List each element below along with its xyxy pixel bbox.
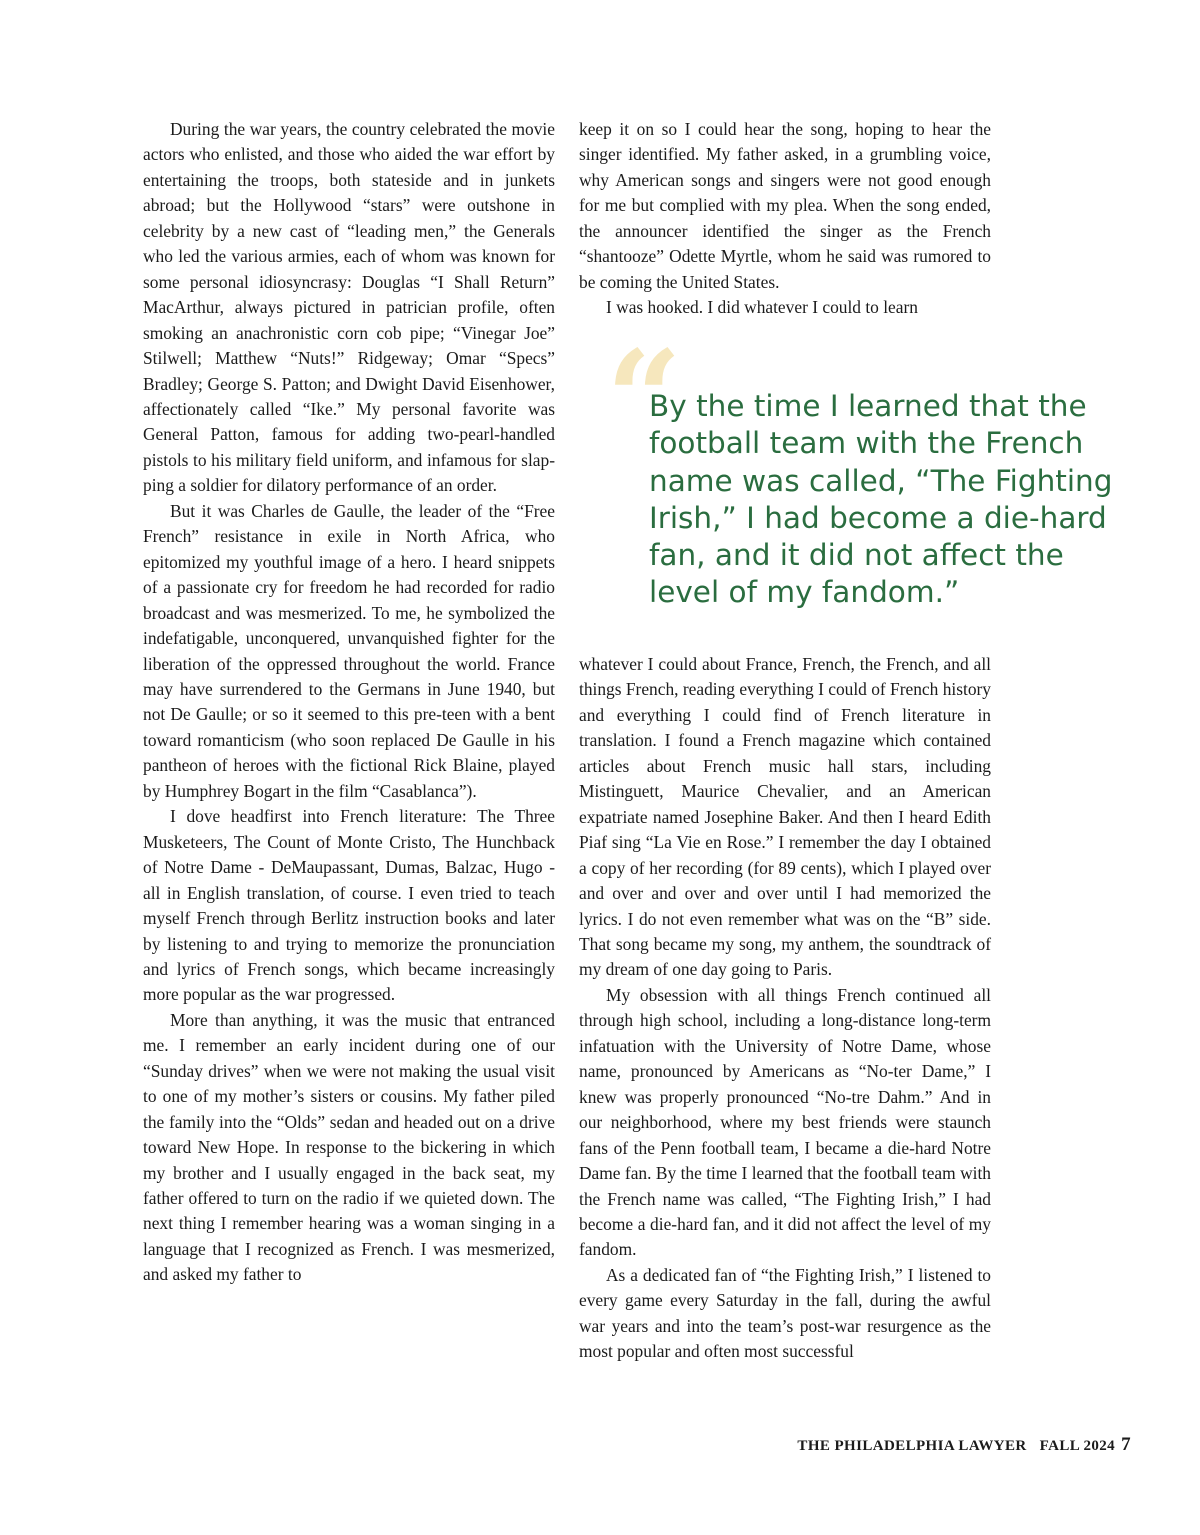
paragraph-music: More than anything, it was the music that entranced me. I remember an early incident during one of our “Sunday drives” when we were not making the usual visit to one of my mother’s sisters or cousins. My father piled the family into the “Olds” sedan and headed out on a drive toward New Hope. In response to the bickering in which my brother and I usually engaged in the back seat, my father offered to turn on the radio if we quieted down. The next thing I remember hearing was a woman singing in a language that I recognized as French. I was mesmerized, and asked my father to — [143, 1009, 555, 1285]
paragraph-de-gaulle: But it was Charles de Gaulle, the leader of the “Free French” resistance in exile in North Africa, who epitomized my youthful image of a hero. I heard snippets of a passionate cry for freedom he had recorded for radio broadcast and was mesmerized. To me, he symbolized the indefatigable, unconquered, unvanquished fighter for the liberation of the oppressed throughout the world. France may have surrendered to the Germans in June 1940, but not De Gaulle; or so it seemed to this pre-teen with a bent toward romanticism (who soon replaced De Gaulle in his pantheon of heroes with the fictional Rick Blaine, played by Humphrey Bogart in the film “Casablanca”). — [143, 500, 555, 801]
page-number: 7 — [1121, 1434, 1131, 1455]
paragraph-notre-dame: My obsession with all things French continued all through high school, including a long-distance long-term infatuation with the University of Notre Dame, whose name, pronounced by Americans as “No-ter Dame,” I knew was properly pronounced “No-tre Dahm.” And in our neighborhood, where my best friends were staunch fans of the Penn football team, I became a die-hard Notre Dame fan. By the time I learned that the football team with the French name was called, “The Fighting Irish,” I had become a die-hard fan, and it did not affect the level of my fandom. — [579, 984, 991, 1260]
page-footer — [797, 1434, 1131, 1456]
issue-label: FALL 2024 — [1039, 1438, 1116, 1454]
pull-quote-text: By the time I learned that the football team with the French name was called, “The Fighting Irish,” I had become a die-hard fan, and it did not affect the level of my fandom.” — [649, 389, 1113, 610]
right-text-column-top — [579, 117, 991, 321]
left-text-column — [143, 117, 555, 1288]
paragraph-fighting-irish: As a dedicated fan of “the Fighting Irish,” I listened to every game every Saturday in the fall, during the awful war years and into the team’s post-war resurgence as the most popular and often most successful — [579, 1264, 991, 1362]
quote-mark-icon: “ — [606, 322, 682, 477]
paragraph-continuation-france: whatever I could about France, French, the French, and all things French, reading everything I could of French history and everything I could find of French literature in translation. I found a French magazine which contained articles about French music hall stars, including Mistinguett, Maurice Chevalier, and an American expatriate named Josephine Baker. And then I heard Edith Piaf sing “La Vie en Rose.” I remember the day I obtained a copy of her recording (for 89 cents), which I played over and over and over and over until I had memorized the lyrics. I do not even remember what was on the “B” side. That song became my song, my anthem, the soundtrack of my dream of one day going to Paris. — [579, 654, 991, 980]
right-text-column-bottom — [579, 652, 991, 1365]
publication-name: THE PHILADELPHIA LAWYER — [797, 1438, 1027, 1454]
paragraph-hooked: I was hooked. I did whatever I could to learn — [606, 297, 918, 318]
paragraph-french-literature: I dove headfirst into French literature: The Three Musketeers, The Count of Monte Cristo, The Hunchback of Notre Dame - DeMaupassant, Dumas, Balzac, Hugo - all in English translation, of course. I even tried to teach myself French through Berlitz instruction books and later by listening to and trying to memorize the pronunciation and lyrics of French songs, which became increasingly more popular as the war progressed. — [143, 806, 555, 1005]
paragraph-continuation-radio: keep it on so I could hear the song, hoping to hear the singer identified. My father asked, in a grumbling voice, why American songs and singers were not good enough for me but complied with my plea. When the song ended, the announcer identified the singer as the French “shantooze” Odette Myrtle, whom he said was rumored to be coming the United States. — [579, 119, 991, 292]
paragraph-war-generals: During the war years, the country celebrated the movie actors who enlisted, and those who aided the war effort by entertaining the troops, both stateside and in junkets abroad; but the Hollywood “stars” were outshone in celebrity by a new cast of “leading men,” the Generals who led the various armies, each of whom was known for some personal idiosyncrasy: Douglas “I Shall Return” MacArthur, always pictured in patrician profile, often smoking an anachronistic corn cob pipe; “Vinegar Joe” Stilwell; Matthew “Nuts!” Ridgeway; Omar “Specs” Bradley; George S. Patton; and Dwight David Eisenhower, affectionately called “Ike.” My personal favorite was General Patton, famous for adding two-pearl-handled pistols to his military field uniform, and infamous for slapping a soldier for dilatory performance of an order. — [143, 119, 555, 496]
